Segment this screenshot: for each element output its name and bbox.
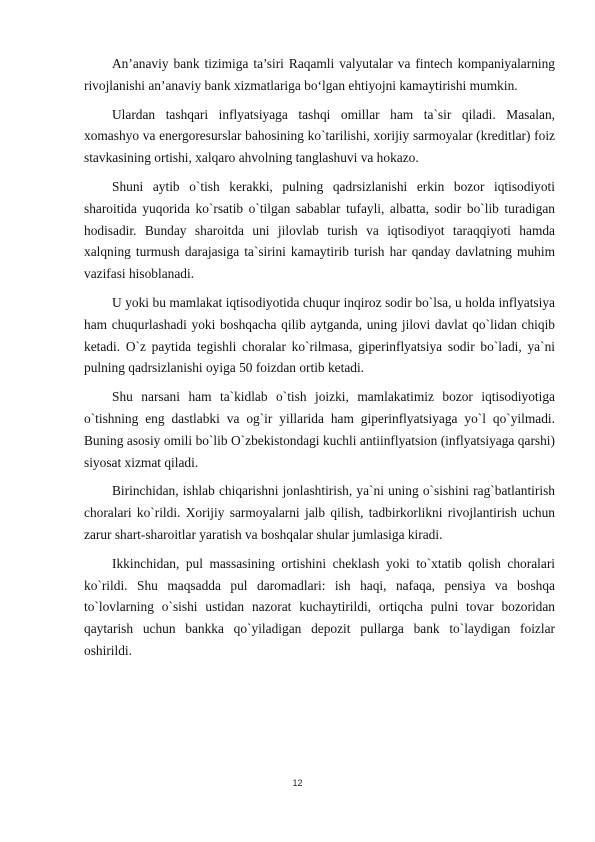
paragraph-7: Ikkinchidan, pul massasining ortishini cheklash yoki to`xtatib qolish choralari ko`rildi. Shu maqsadda pul daromadlari: ish haqi, nafaqa, pensiya va boshqa to`lovlarning o`sishi ustidan nazorat kuchaytirildi, ortiqcha pulni tovar bozoridan qaytarish uchun bankka qo`yiladigan depozit pullarga bank to`laydigan foizlar oshirildi. [84, 555, 555, 658]
page-number: 12 [292, 778, 303, 788]
document-page [84, 53, 555, 669]
paragraph-3: Shuni aytib o`tish kerakki, pulning qadrsizlanishi erkin bozor iqtisodiyoti sharoitida yuqorida ko`rsatib o`tilgan sabablar tufayli, albatta, sodir bo`lib turadigan hodisadir. Bunday sharoitda uni jilovlab turish va iqtisodiyot taraqqiyoti hamda xalqning turmush darajasiga ta`sirini kamaytirib turish har qanday davlatning muhim vazifasi hisoblanadi. [84, 178, 555, 282]
paragraph-5: Shu narsani ham ta`kidlab o`tish joizki, mamlakatimiz bozor iqtisodiyotiga o`tishning eng dastlabki va og`ir yillarida ham giperinflyatsiyaga yo`l qo`yilmadi. Buning asosiy omili bo`lib O`zbekistondagi kuchli antiinflyatsion (inflyatsiyaga qarshi) siyosat xizmat qiladi. [84, 389, 555, 470]
paragraph-1: An’anaviy bank tizimiga ta’siri Raqamli valyutalar va fintech kompaniyalarning rivojlanishi an’anaviy bank xizmatlariga bo‘lgan ehtiyojni kamaytirishi mumkin. [84, 56, 555, 93]
paragraph-6: Birinchidan, ishlab chiqarishni jonlashtirish, ya`ni uning o`sishini rag`batlantirish choralari ko`rildi. Xorijiy sarmoyalarni jalb qilish, tadbirkorlikni rivojlantirish uchun zarur shart-sharoitlar yaratish va boshqalar shular jumlasiga kiradi. [84, 483, 555, 542]
paragraph-2: Ulardan tashqari inflyatsiyaga tashqi omillar ham ta`sir qiladi. Masalan, xomashyo va energoresurslar bahosining ko`tarilishi, xorijiy sarmoyalar (kreditlar) foiz stavkasining ortishi, xalqaro ahvolning tanglashuvi va hokazo. [84, 106, 555, 166]
paragraph-4: U yoki bu mamlakat iqtisodiyotida chuqur inqiroz sodir bo`lsa, u holda inflyatsiya ham chuqurlashadi yoki boshqacha qilib aytganda, uning jilovi davlat qo`lidan chiqib ketadi. O`z paytida tegishli choralar ko`rilmasa, giperinflyatsiya sodir bo`ladi, ya`ni pulning qadrsizlanishi oyiga 50 foizdan ortib ketadi. [84, 294, 555, 376]
